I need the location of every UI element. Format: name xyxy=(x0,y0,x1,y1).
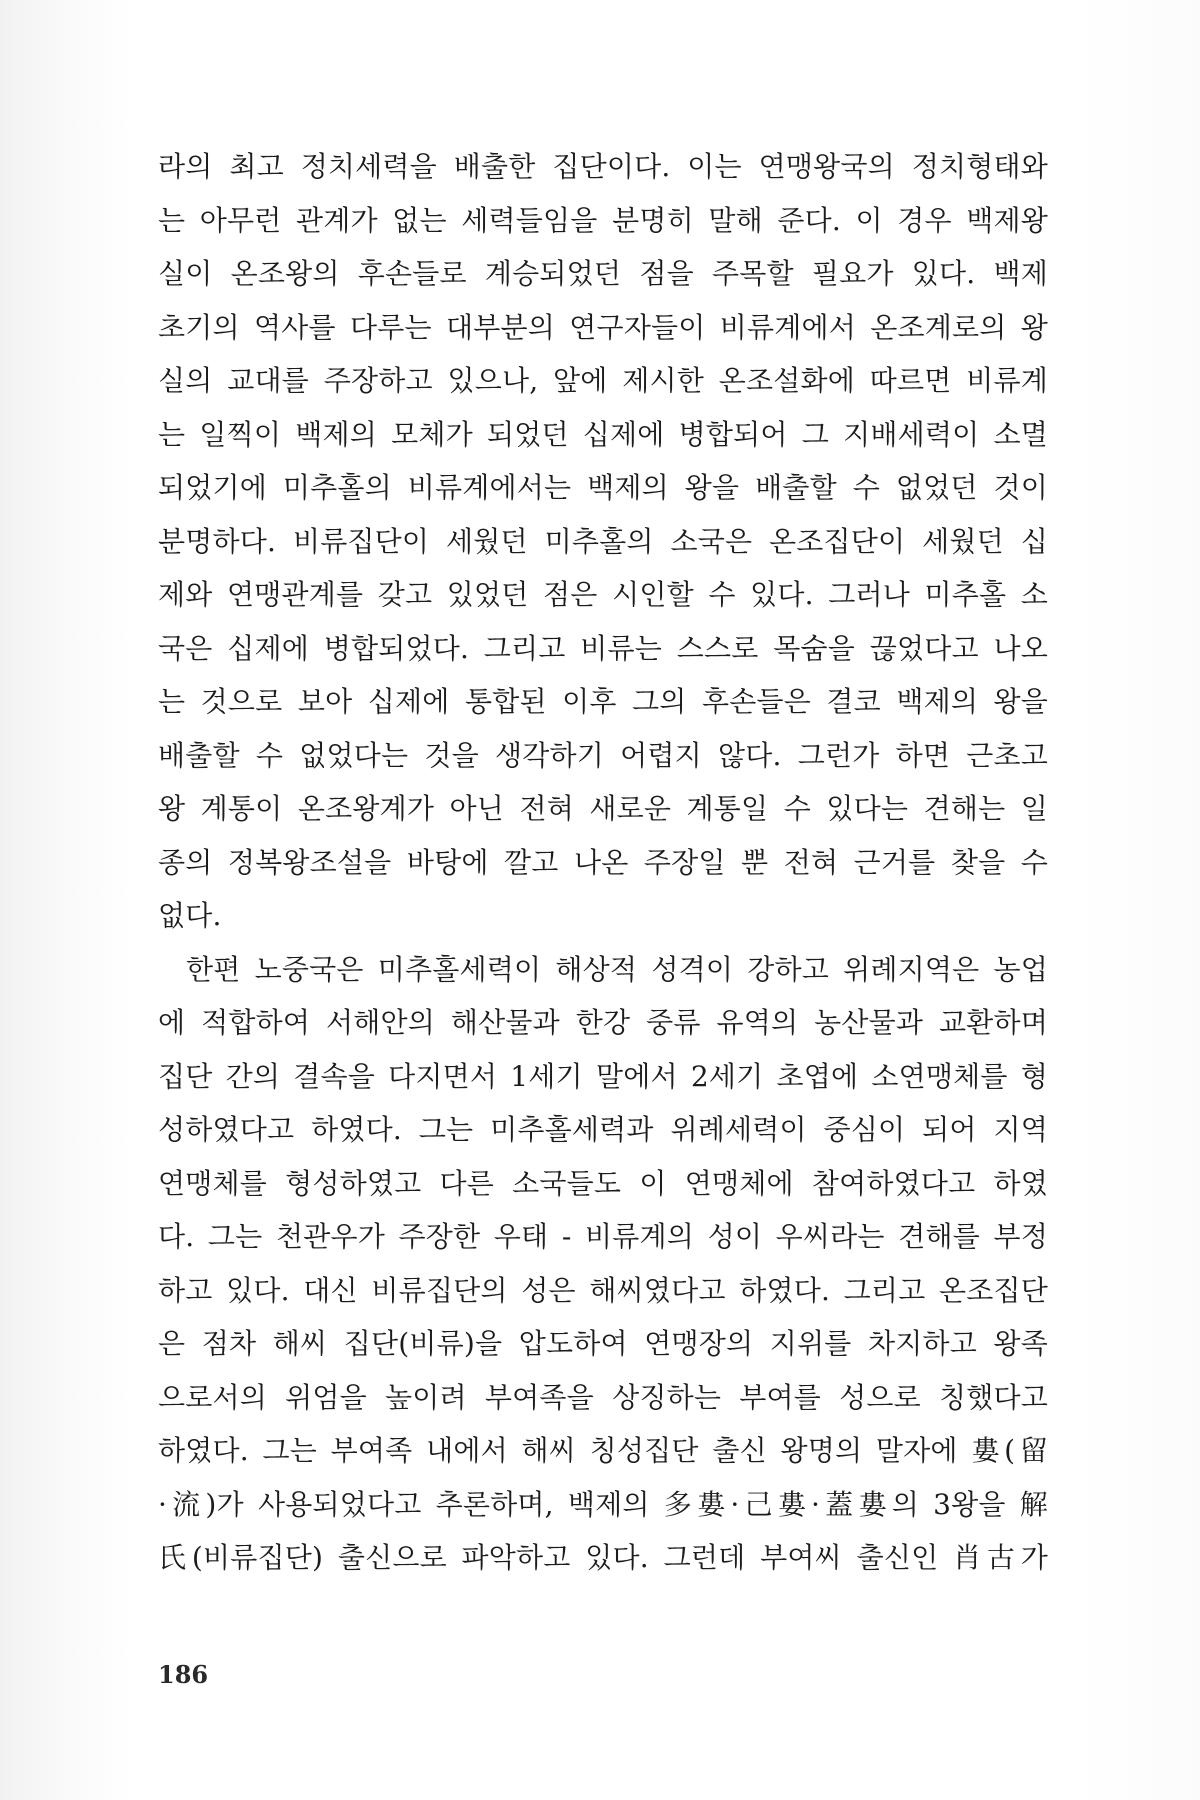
text-line: 다. 그는 천관우가 주장한 우태 - 비류계의 성이 우씨라는 견해를 부정 xyxy=(158,1220,1048,1253)
page-number: 186 xyxy=(158,1660,209,1689)
text-line: 는 것으로 보아 십제에 통합된 이후 그의 후손들은 결코 백제의 왕을 xyxy=(158,685,1048,718)
text-line: 는 아무런 관계가 없는 세력들임을 분명히 말해 준다. 이 경우 백제왕 xyxy=(158,203,1048,237)
text-line: 종의 정복왕조설을 바탕에 깔고 나온 주장일 뿐 전혀 근거를 찾을 수 xyxy=(158,845,1048,879)
text-line: 라의 최고 정치세력을 배출한 집단이다. 이는 연맹왕국의 정치형태와 xyxy=(158,150,1048,183)
text-line: 국은 십제에 병합되었다. 그리고 비류는 스스로 목숨을 끊었다고 나오 xyxy=(158,631,1048,665)
text-line: 없다. xyxy=(158,899,222,932)
text-line: 으로서의 위엄을 높이려 부여족을 상징하는 부여를 성으로 칭했다고 xyxy=(158,1380,1048,1414)
text-line: 배출할 수 없었다는 것을 생각하기 어렵지 않다. 그런가 하면 근초고 xyxy=(158,738,1048,772)
text-line: 왕 계통이 온조왕계가 아닌 전혀 새로운 계통일 수 있다는 견해는 일 xyxy=(158,792,1048,825)
text-line: 분명하다. 비류집단이 세웠던 미추홀의 소국은 온조집단이 세웠던 십 xyxy=(158,524,1048,558)
text-line: 에 적합하여 서해안의 해산물과 한강 중류 유역의 농산물과 교환하며 xyxy=(158,1006,1048,1039)
text-line: 되었기에 미추홀의 비류계에서는 백제의 왕을 배출할 수 없었던 것이 xyxy=(158,471,1048,504)
text-line: 하고 있다. 대신 비류집단의 성은 해씨였다고 하였다. 그리고 온조집단 xyxy=(158,1273,1048,1307)
text-line: 하였다. 그는 부여족 내에서 해씨 칭성집단 출신 왕명의 말자에 婁(留 xyxy=(158,1434,1048,1467)
text-line: 초기의 역사를 다루는 대부분의 연구자들이 비류계에서 온조계로의 왕 xyxy=(158,310,1048,344)
paragraph-first-line: 한편 노중국은 미추홀세력이 해상적 성격이 강하고 위례지역은 농업 xyxy=(186,952,1048,986)
text-line: 성하였다고 하였다. 그는 미추홀세력과 위례세력이 중심이 되어 지역 xyxy=(158,1113,1048,1146)
text-line: 연맹체를 형성하였고 다른 소국들도 이 연맹체에 참여하였다고 하였 xyxy=(158,1166,1048,1200)
text-line: 은 점차 해씨 집단(비류)을 압도하여 연맹장의 지위를 차지하고 왕족 xyxy=(158,1327,1048,1360)
text-line: ·流)가 사용되었다고 추론하며, 백제의 多婁·己婁·蓋婁의 3왕을 解 xyxy=(158,1487,1048,1521)
text-line: 氏(비류집단) 출신으로 파악하고 있다. 그런데 부여씨 출신인 肖古가 xyxy=(158,1541,1048,1574)
text-line: 는 일찍이 백제의 모체가 되었던 십제에 병합되어 그 지배세력이 소멸 xyxy=(158,417,1048,451)
text-line: 실의 교대를 주장하고 있으나, 앞에 제시한 온조설화에 따르면 비류계 xyxy=(158,364,1048,397)
text-line: 실이 온조왕의 후손들로 계승되었던 점을 주목할 필요가 있다. 백제 xyxy=(158,257,1048,290)
text-line: 제와 연맹관계를 갖고 있었던 점은 시인할 수 있다. 그러나 미추홀 소 xyxy=(158,578,1048,611)
body-text xyxy=(158,140,1048,1585)
text-line: 집단 간의 결속을 다지면서 1세기 말에서 2세기 초엽에 소연맹체를 형 xyxy=(158,1059,1048,1093)
